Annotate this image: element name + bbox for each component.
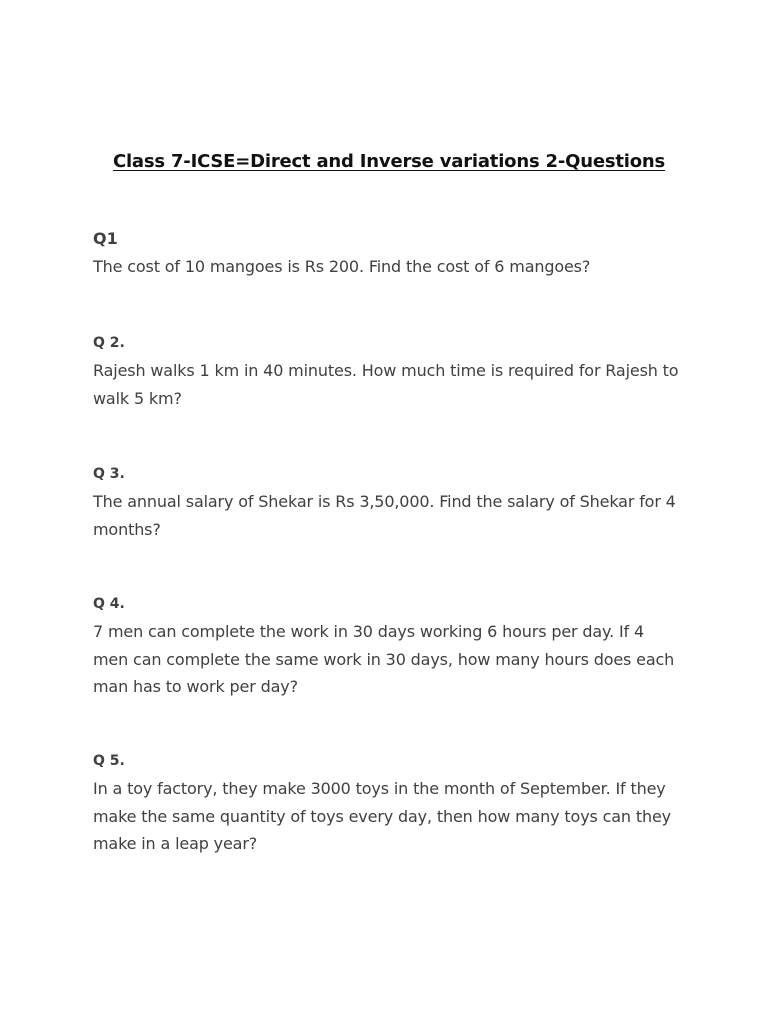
question-label: Q 3. [93,466,125,482]
question-label: Q 2. [93,335,125,351]
question-label: Q 5. [93,753,125,769]
question-text: Rajesh walks 1 km in 40 minutes. How much time is required for Rajesh to walk 5 km? [93,361,679,408]
document-title [0,149,768,175]
question-2 [93,333,683,412]
question-text: The annual salary of Shekar is Rs 3,50,000. Find the salary of Shekar for 4 months? [93,492,676,539]
document-title-text: Class 7-ICSE=Direct and Inverse variations 2-Questions [112,151,666,172]
question-label: Q1 [93,229,118,248]
question-5 [93,751,683,858]
question-1 [93,229,683,281]
question-text: 7 men can complete the work in 30 days working 6 hours per day. If 4 men can complete the same work in 30 days, how many hours does each man has to work per day? [93,622,675,696]
question-3 [93,464,683,543]
question-4 [93,594,683,701]
question-text: In a toy factory, they make 3000 toys in the month of September. If they make the same quantity of toys every day, then how many toys can they make in a leap year? [93,779,671,853]
question-text: The cost of 10 mangoes is Rs 200. Find the cost of 6 mangoes? [93,257,591,276]
question-label: Q 4. [93,596,125,612]
